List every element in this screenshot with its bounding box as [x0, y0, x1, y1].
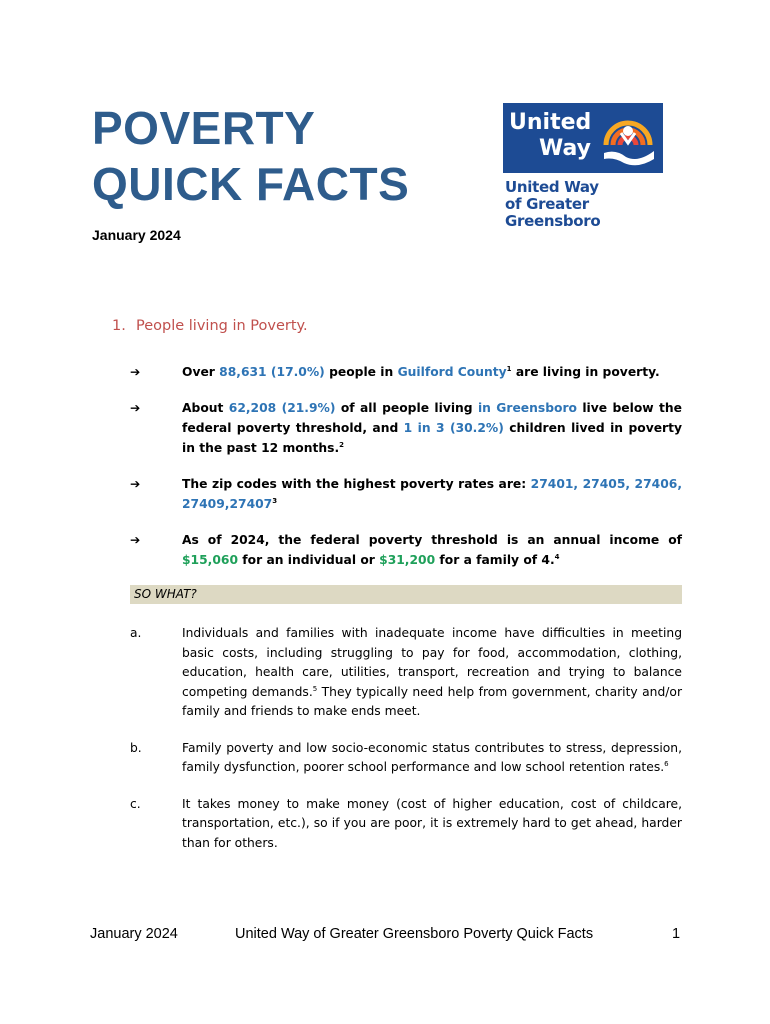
- document-title: [92, 100, 409, 212]
- logo-caption: [505, 179, 663, 230]
- footnote-ref: 4: [554, 553, 560, 561]
- fact-text: for a family of 4.: [435, 553, 555, 567]
- fact-text: The zip codes with the highest poverty rates are:: [182, 477, 531, 491]
- fact-item-2: [130, 398, 682, 458]
- arrow-right-icon: ➔: [130, 401, 141, 415]
- implication-text: Individuals and families with inadequate income have difficulties in meeting basic costs, including struggling to pay for food, accommodation, clothing, education, health care, utilities, transport, recreation and trying to balance competing demands.: [182, 626, 682, 699]
- fact-item-4: [130, 530, 682, 570]
- item-letter: c.: [130, 796, 141, 811]
- implication-item-a: [130, 624, 682, 722]
- page-number: 1: [672, 926, 681, 942]
- arrow-right-icon: ➔: [130, 477, 141, 491]
- footnote-ref: 3: [272, 497, 278, 505]
- section-number: 1.: [112, 318, 126, 334]
- fact-text: As of 2024, the federal poverty threshold is an annual income of: [182, 533, 682, 547]
- fact-highlight: 88,631 (17.0%): [219, 365, 325, 379]
- fact-text: About: [182, 401, 229, 415]
- fact-item-1: [130, 362, 682, 382]
- so-what-banner: SO WHAT?: [130, 585, 682, 604]
- fact-highlight: 27401, 27405, 27406, 27409,27407: [182, 477, 683, 511]
- implications-list: [130, 624, 682, 870]
- logo-box: [503, 103, 663, 173]
- section-title: People living in Poverty.: [136, 318, 308, 334]
- fact-highlight: 62,208 (21.9%): [228, 401, 336, 415]
- fact-text: for an individual or: [238, 553, 380, 567]
- implication-text: They typically need help from government, charity and/or family and friends to make ends meet.: [182, 684, 683, 718]
- logo-word-way: Way: [539, 136, 591, 161]
- footnote-ref: 1: [506, 365, 512, 373]
- footnote-ref: 2: [339, 441, 344, 449]
- fact-highlight: Guilford County: [397, 365, 507, 379]
- fact-text: Over: [182, 365, 220, 379]
- fact-text: people in: [324, 365, 398, 379]
- fact-text: of all people living: [335, 401, 478, 415]
- footnote-ref: 5: [312, 684, 318, 693]
- logo-word-united: United: [509, 110, 592, 135]
- fact-highlight: in Greensboro: [477, 401, 577, 415]
- logo-caption-line-2: of Greater Greensboro: [505, 195, 601, 230]
- item-letter: b.: [130, 740, 142, 755]
- fact-text: are living in poverty.: [511, 365, 660, 379]
- title-line-2: QUICK FACTS: [92, 158, 410, 210]
- fact-highlight: 1 in 3 (30.2%): [403, 421, 504, 435]
- fact-item-3: [130, 474, 682, 514]
- footer-date: January 2024: [90, 926, 178, 942]
- facts-list: [130, 362, 682, 586]
- fact-text: live below the federal poverty threshold, and: [182, 401, 682, 435]
- fact-highlight: $15,060: [182, 553, 239, 567]
- arrow-right-icon: ➔: [130, 365, 141, 379]
- implication-item-b: [130, 739, 682, 778]
- logo-caption-line-1: United Way: [505, 178, 599, 196]
- item-letter: a.: [130, 626, 142, 640]
- implication-text: It takes money to make money (cost of higher education, cost of childcare, transportation, etc.), so if you are poor, it is extremely hard to get ahead, harder than for others.: [182, 796, 682, 850]
- fact-highlight: $31,200: [379, 553, 436, 567]
- arrow-right-icon: ➔: [130, 533, 141, 547]
- section-heading: [112, 318, 308, 334]
- united-way-logo: [503, 103, 663, 230]
- hand-rainbow-icon: [598, 107, 658, 169]
- footer-title: United Way of Greater Greensboro Poverty Quick Facts: [235, 926, 594, 942]
- footnote-ref: 6: [664, 760, 669, 768]
- fact-text: children lived in poverty in the past 12 months.: [182, 421, 683, 455]
- title-line-1: POVERTY: [92, 102, 316, 154]
- implication-item-c: [130, 795, 682, 854]
- implication-text: Family poverty and low socio-economic status contributes to stress, depression, family dysfunction, poorer school performance and low school retention rates.: [182, 740, 682, 774]
- document-date: January 2024: [92, 227, 181, 243]
